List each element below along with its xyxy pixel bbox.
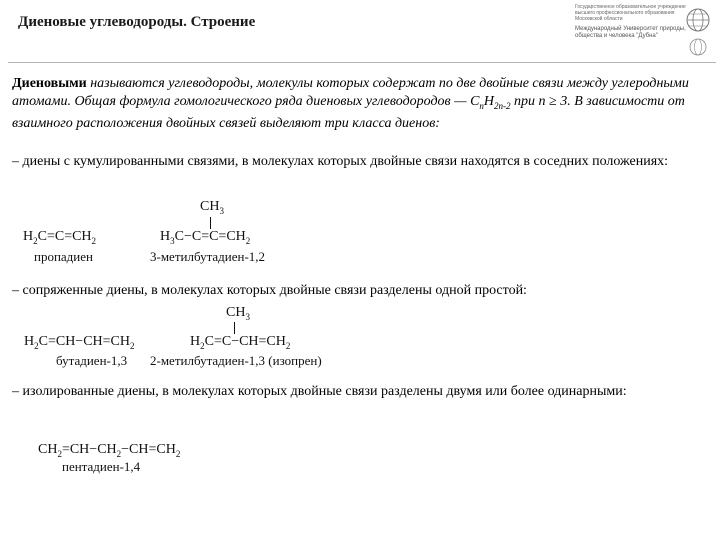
formula-propadiene: $H_2C=C=CH_2$ [23, 229, 97, 246]
formula-butadiene-1-3: $H_2C=CH-CH=CH_2$ [24, 334, 135, 351]
name-pentadiene-1-4: пентадиен-1,4 [62, 459, 141, 474]
logo-text-top: Государственное образовательное учреждение высшего профессионального образования Московской области [575, 4, 686, 22]
class-cumulated-text: – диены с кумулированными связями, в молекулах которых двойные связи находятся в соседних положениях: [12, 154, 669, 169]
name-3-methylbutadiene-1-2: 3-метилбутадиен-1,2 [150, 249, 266, 264]
branch-ch3-2: $CH_3$ [226, 305, 250, 322]
globe-icon [685, 4, 711, 58]
class-conjugated-text: – сопряженные диены, в молекулах которых двойные связи разделены одной простой: [12, 283, 527, 298]
university-logo [575, 2, 715, 62]
general-formula: $C_nH_{2n-2}$ [470, 94, 511, 111]
class-isolated-text: – изолированные диены, в молекулах которых двойные связи разделены двумя или более одинарными: [12, 384, 627, 399]
intro-text-1: называются углеводороды, молекулы которых содержат по две двойные связи между углеродными атомами. Общая формула гомологического ряда диеновых углеводородов — [12, 76, 689, 109]
formula-isoprene: $H_2C=C-CH=CH_2$ [190, 334, 291, 351]
header-divider [8, 62, 716, 63]
logo-text-main: Международный Университет природы, общества и человека "Дубна" [575, 26, 686, 39]
intro-paragraph [12, 75, 712, 133]
page-title: Диеновые углеводороды. Строение [18, 14, 256, 30]
name-propadiene: пропадиен [34, 249, 93, 264]
branch-bond-2 [234, 322, 235, 334]
branch-ch3-1: $CH_3$ [200, 199, 224, 216]
formula-3-methylbutadiene-1-2: $H_3C-C=C=CH_2$ [160, 229, 251, 246]
intro-text-2: при n ≥ 3. В зависимости от взаимного расположения двойных связей выделяют три класса диенов: [12, 94, 685, 131]
name-butadiene-1-3: бутадиен-1,3 [56, 353, 128, 368]
branch-bond-1 [210, 217, 211, 229]
intro-term: Диеновыми [12, 76, 87, 91]
name-isoprene: 2-метилбутадиен-1,3 (изопрен) [150, 353, 322, 368]
formula-pentadiene-1-4: $CH_2=CH-CH_2-CH=CH_2$ [38, 442, 181, 459]
